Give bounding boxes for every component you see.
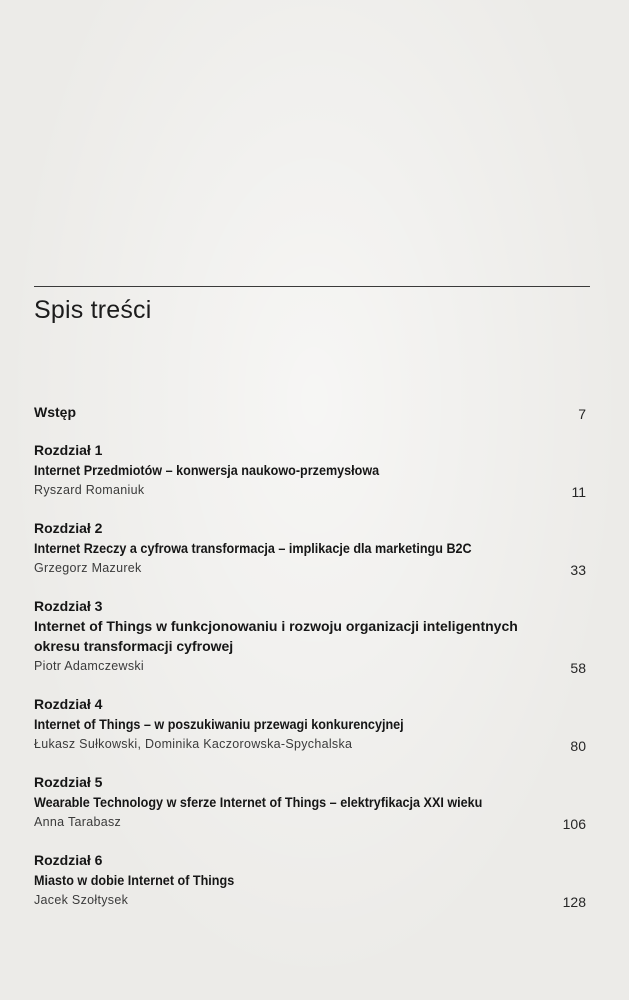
toc-entry-chapter-3[interactable] <box>34 596 586 675</box>
top-rule <box>34 286 590 287</box>
chapter-heading: Internet Przedmiotów – konwersja naukowo-przemysłowa <box>34 462 380 478</box>
chapter-label: Rozdział 2 <box>34 520 103 536</box>
chapter-heading: Internet of Things – w poszukiwaniu przewagi konkurencyjnej <box>34 716 404 732</box>
chapter-label: Rozdział 6 <box>34 852 103 868</box>
intro-label: Wstęp <box>34 404 76 420</box>
toc-entry-chapter-5[interactable] <box>34 772 586 831</box>
chapter-heading: Internet of Things w funkcjonowaniu i rozwoju organizacji inteligentnych okresu transformacji cyfrowej <box>34 618 518 654</box>
chapter-page-number: 11 <box>571 484 586 500</box>
chapter-label: Rozdział 3 <box>34 598 103 614</box>
chapter-author: Jacek Szołtysek <box>34 893 129 907</box>
chapter-label: Rozdział 4 <box>34 696 103 712</box>
chapter-author: Łukasz Sułkowski, Dominika Kaczorowska-Spychalska <box>34 737 353 751</box>
toc-entry-chapter-2[interactable] <box>34 518 586 577</box>
chapter-label: Rozdział 5 <box>34 774 103 790</box>
page-title: Spis treści <box>34 296 152 324</box>
chapter-author: Anna Tarabasz <box>34 815 122 829</box>
toc-entry-intro[interactable] <box>34 402 586 422</box>
chapter-heading: Wearable Technology w sferze Internet of Things – elektryfikacja XXI wieku <box>34 794 483 810</box>
intro-page-number: 7 <box>578 406 586 422</box>
toc-entry-chapter-1[interactable] <box>34 440 586 499</box>
chapter-page-number: 33 <box>570 562 586 578</box>
chapter-author: Piotr Adamczewski <box>34 659 144 673</box>
chapter-heading: Miasto w dobie Internet of Things <box>34 872 235 888</box>
chapter-page-number: 128 <box>562 894 586 910</box>
chapter-author: Ryszard Romaniuk <box>34 483 145 497</box>
chapter-page-number: 58 <box>570 660 586 676</box>
toc-entry-chapter-6[interactable] <box>34 850 586 909</box>
chapter-page-number: 80 <box>570 738 586 754</box>
chapter-page-number: 106 <box>562 816 586 832</box>
chapter-heading: Internet Rzeczy a cyfrowa transformacja – implikacje dla marketingu B2C <box>34 540 472 556</box>
chapter-author: Grzegorz Mazurek <box>34 561 142 575</box>
toc-entry-chapter-4[interactable] <box>34 694 586 753</box>
chapter-label: Rozdział 1 <box>34 442 103 458</box>
